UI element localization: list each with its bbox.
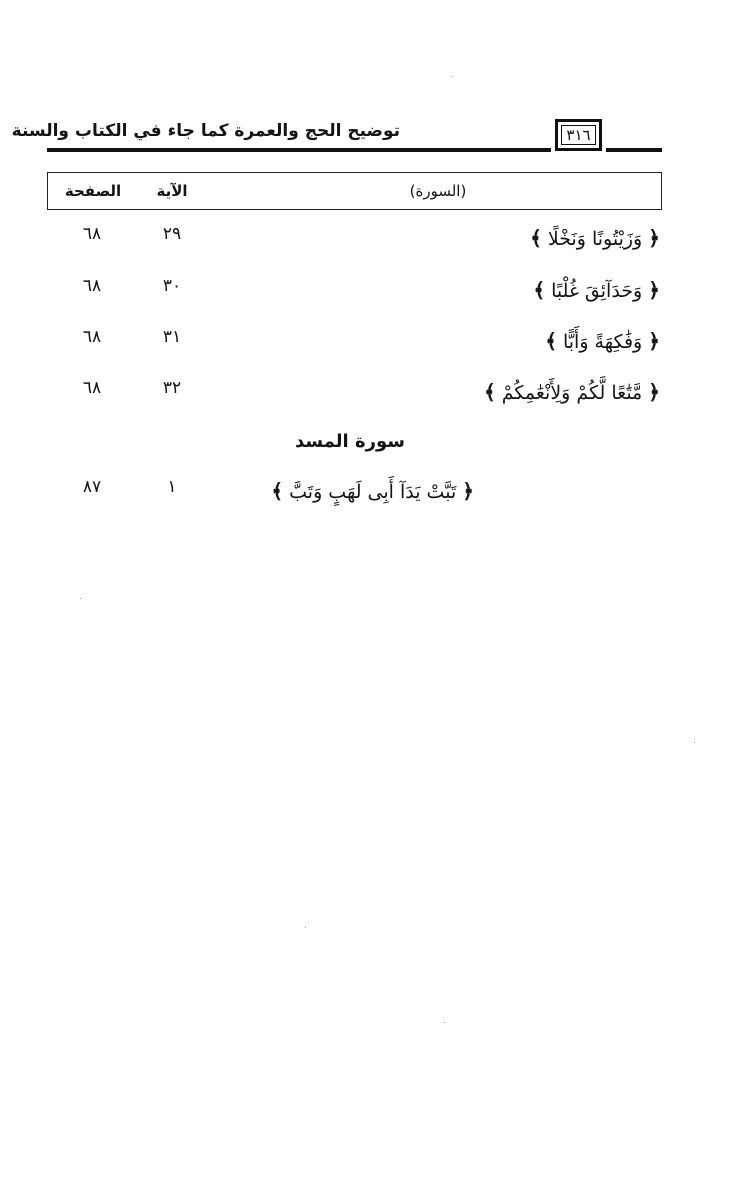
scan-speck [305, 927, 306, 928]
verse-text [533, 277, 660, 304]
table-row [47, 275, 662, 315]
ornate-bracket-open: ﴿ [462, 479, 474, 503]
ornate-bracket-open: ﴿ [648, 278, 660, 302]
header-rule [47, 148, 551, 152]
verse-words: وَفَٰكِهَةً وَأَبًّا [562, 331, 643, 353]
page-number-box [555, 119, 602, 151]
scan-speck [444, 1022, 445, 1023]
table-row [47, 326, 662, 366]
ayah-cell: ٣١ [162, 327, 182, 347]
scan-speck [452, 76, 453, 77]
table-row [47, 476, 662, 516]
scan-speck [80, 598, 81, 599]
scan-speck [694, 742, 695, 743]
ornate-bracket-close: ﴾ [530, 226, 542, 250]
page-cell: ٦٨ [82, 378, 102, 398]
verse-text [271, 478, 474, 505]
page-number: ٣١٦ [561, 125, 596, 145]
ayah-cell: ٣٢ [162, 378, 182, 398]
verse-text [530, 225, 660, 252]
page-cell: ٦٨ [82, 276, 102, 296]
table-row [47, 377, 662, 417]
running-title: توضيح الحج والعمرة كما جاء في الكتاب والسنة [11, 121, 400, 141]
ornate-bracket-close: ﴾ [271, 479, 284, 503]
ornate-bracket-open: ﴿ [648, 380, 660, 404]
table-row [47, 223, 662, 263]
column-header-surah: (السورة) [409, 182, 467, 200]
section-heading: سورة المسد [295, 431, 405, 452]
ornate-bracket-close: ﴾ [533, 278, 546, 302]
page-cell: ٦٨ [82, 327, 102, 347]
ornate-bracket-close: ﴾ [545, 329, 557, 353]
verse-words: وَحَدَآئِقَ غُلْبًا [551, 280, 643, 302]
page-cell: ٨٧ [82, 477, 102, 497]
ornate-bracket-open: ﴿ [648, 329, 660, 353]
ornate-bracket-close: ﴾ [484, 380, 496, 404]
ayah-cell: ٣٠ [162, 276, 182, 296]
verse-words: تَبَّتْ يَدَآ أَبِى لَهَبٍ وَتَبَّ [289, 481, 457, 503]
verse-text [484, 379, 660, 406]
ornate-bracket-open: ﴿ [648, 226, 660, 250]
column-header-ayah: الآية [156, 182, 188, 200]
ayah-cell: ١ [167, 477, 177, 497]
header-rule-right [606, 148, 662, 152]
verse-words: وَزَيْتُونًا وَنَخْلًا [547, 228, 643, 250]
ayah-cell: ٢٩ [162, 224, 182, 244]
page-cell: ٦٨ [82, 224, 102, 244]
column-header-page: الصفحة [64, 182, 122, 200]
verse-words: مَّتَٰعًا لَّكُمْ وَلِأَنْعَٰمِكُمْ [501, 382, 643, 404]
table-header [47, 172, 662, 210]
verse-text [545, 328, 660, 355]
